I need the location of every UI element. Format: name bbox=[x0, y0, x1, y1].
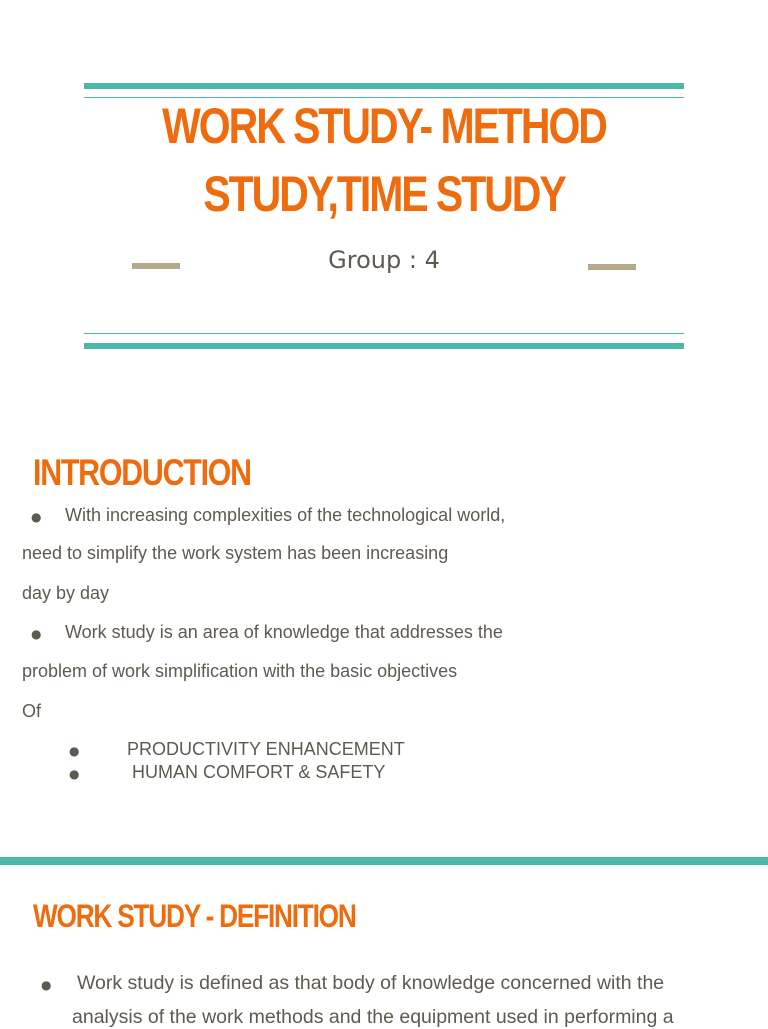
intro-bullet2-line2: problem of work simplification with the basic objectives bbox=[22, 661, 458, 681]
bullet-icon: ● bbox=[69, 744, 80, 758]
slide-subtitle: Group : 4 bbox=[328, 246, 440, 274]
bullet-icon: ● bbox=[31, 510, 42, 524]
subtitle-right-dash bbox=[588, 264, 636, 270]
bullet-icon: ● bbox=[41, 978, 52, 992]
title-top-rule-thick bbox=[84, 83, 684, 89]
introduction-heading: INTRODUCTION bbox=[33, 452, 251, 493]
intro-bullet2-line3: Of bbox=[22, 701, 42, 721]
title-bottom-rule-thin bbox=[84, 333, 684, 334]
intro-bullet1-line1: With increasing complexities of the technological world, bbox=[65, 505, 506, 525]
title-bottom-rule-thick bbox=[84, 343, 684, 349]
intro-bullet2-line1: Work study is an area of knowledge that addresses the bbox=[65, 622, 503, 642]
definition-line2: analysis of the work methods and the equipment used in performing a bbox=[72, 1006, 674, 1028]
slide-title bbox=[138, 92, 630, 228]
slide-title-line2: STUDY,TIME STUDY bbox=[203, 166, 565, 222]
bullet-icon: ● bbox=[69, 767, 80, 781]
slide-title-line1: WORK STUDY- METHOD bbox=[162, 98, 606, 154]
objective-item-comfort-safety: HUMAN COMFORT & SAFETY bbox=[132, 762, 386, 782]
bullet-icon: ● bbox=[31, 627, 42, 641]
definition-line1: Work study is defined as that body of knowledge concerned with the bbox=[77, 972, 665, 994]
objective-item-productivity: PRODUCTIVITY ENHANCEMENT bbox=[127, 739, 405, 759]
section-divider bbox=[0, 857, 768, 865]
definition-heading: WORK STUDY - DEFINITION bbox=[33, 898, 356, 934]
intro-bullet1-line3: day by day bbox=[22, 583, 110, 603]
intro-bullet1-line2: need to simplify the work system has been increasing bbox=[22, 543, 449, 563]
